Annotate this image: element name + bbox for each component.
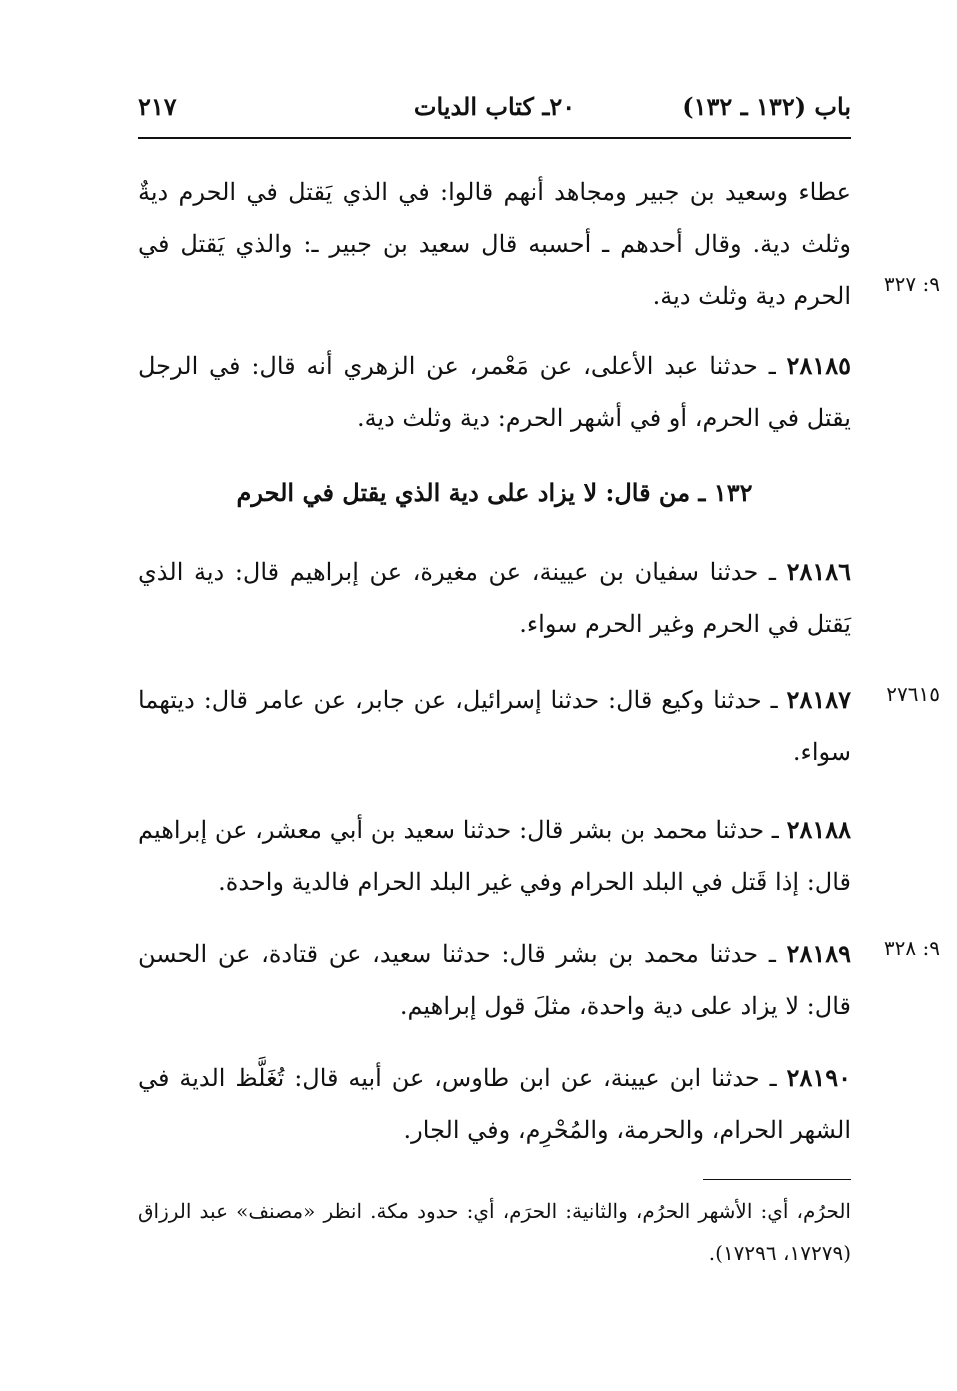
hadith-text: ـ حدثنا عبد الأعلى، عن مَعْمر، عن الزهري أنه قال: في الرجل يقتل في الحرم، أو في أشهر الحرم: دية وثلث دية.: [138, 352, 851, 432]
hadith-number: ٢٨١٨٧: [786, 685, 851, 714]
hadith-text: ـ حدثنا ابن عيينة، عن ابن طاوس، عن أبيه قال: تُغَلَّظ الدية في الشهر الحرام، والحرمة، والمُحْرِم، وفي الجار.: [138, 1064, 851, 1144]
hadith-number: ٢٨١٨٥: [786, 351, 851, 380]
paragraph-continuation: [138, 166, 851, 322]
hadith-number: ٢٨١٩٠: [786, 1063, 851, 1092]
page-header: [138, 92, 851, 132]
header-chapter-range: باب (١٣٢ ـ ١٣٢): [682, 92, 851, 121]
hadith-28185: [138, 340, 851, 444]
header-page-number: ٢١٧: [138, 92, 177, 121]
hadith-number: ٢٨١٨٩: [786, 939, 851, 968]
header-book-title: ٢٠ـ كتاب الديات: [413, 92, 576, 121]
footnote-rule: [703, 1179, 851, 1180]
hadith-28188: [138, 804, 851, 908]
paragraph-text: عطاء وسعيد بن جبير ومجاهد أنهم قالوا: في الذي يَقتل في الحرم ديةٌ وثلث دية. وقال أحدهم ـ أحسبه قال سعيد بن جبير ـ: والذي يَقتل في الحرم دية وثلث دية.: [138, 178, 851, 310]
hadith-28189: [138, 928, 851, 1032]
hadith-text: ـ حدثنا سفيان بن عيينة، عن مغيرة، عن إبراهيم قال: دية الذي يَقتل في الحرم وغير الحرم سواء.: [138, 558, 851, 638]
hadith-28187: [138, 674, 851, 778]
hadith-number: ٢٨١٨٦: [786, 557, 852, 586]
hadith-text: ـ حدثنا محمد بن بشر قال: حدثنا سعيد، عن قتادة، عن الحسن قال: لا يزاد على دية واحدة، مثلَ قول إبراهيم.: [138, 940, 851, 1020]
margin-reference: ٩: ٣٢٨: [883, 936, 940, 960]
header-rule: [138, 137, 851, 139]
hadith-28186: [138, 546, 851, 650]
footnote: الحرُم، أي: الأشهر الحرُم، والثانية: الحرَم، أي: حدود مكة. انظر «مصنف» عبد الرزاق (١٧٢٧٩، ١٧٢٩٦).: [138, 1199, 851, 1265]
margin-reference: ٢٧٦١٥: [886, 682, 940, 706]
chapter-heading: ١٣٢ ـ من قال: لا يزاد على دية الذي يقتل في الحرم: [236, 478, 753, 507]
hadith-text: ـ حدثنا وكيع قال: حدثنا إسرائيل، عن جابر، عن عامر قال: ديتهما سواء.: [138, 686, 851, 766]
hadith-number: ٢٨١٨٨: [786, 815, 852, 844]
margin-reference: ٩: ٣٢٧: [883, 272, 940, 296]
hadith-text: ـ حدثنا محمد بن بشر قال: حدثنا سعيد بن أبي معشر، عن إبراهيم قال: إذا قَتل في البلد الحرام وفي غير البلد الحرام فالدية واحدة.: [138, 816, 851, 896]
hadith-28190: [138, 1052, 851, 1156]
